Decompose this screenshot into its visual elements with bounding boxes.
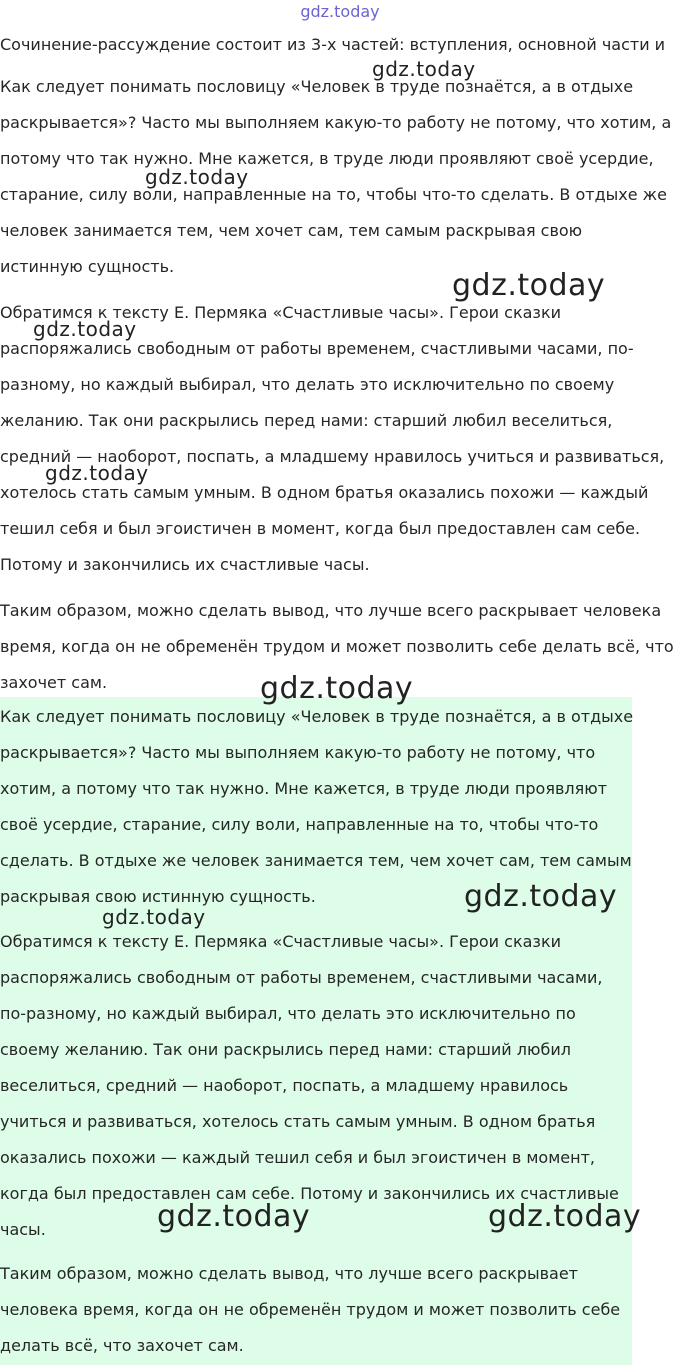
watermark: gdz.today (45, 461, 149, 485)
essay-paragraph-1: Как следует понимать пословицу «Человек в труде познаётся, а в отдыхе раскрывается»? Часто мы выполняем какую-то работу не потому, что хотим, а потому что так нужно. Мне кажется, в труде люди проявляют своё усердие, старание, силу воли, направленные на то, чтобы что-то сделать. В отдыхе же человек занимается тем, чем хочет сам, тем самым раскрывая свою истинную сущность. (0, 77, 672, 276)
watermark: gdz.today (102, 905, 206, 929)
answer-paragraph-2: Обратимся к тексту Е. Пермяка «Счастливые часы». Герои сказки распоряжались свободным от работы временем, счастливыми часами, по-разному, но каждый выбирал, что делать это исключительно по своему желанию. Так они раскрылись перед нами: старший любил веселиться, средний — наоборот, поспать, а младшему нравилось учиться и развиваться, хотелось стать самым умным. В одном братья оказались похожи — каждый тешил себя и был эгоистичен в момент, когда был предоставлен сам себе. Потому и закончились их счастливые часы. (0, 932, 619, 1239)
watermark: gdz.today (488, 1199, 642, 1234)
watermark: gdz.today (452, 268, 606, 303)
watermark: gdz.today (464, 879, 618, 914)
answer-paragraph-1: Как следует понимать пословицу «Человек в труде познаётся, а в отдыхе раскрывается»? Часто мы выполняем какую-то работу не потому, что хотим, а потому что так нужно. Мне кажется, в труде люди проявляют своё усердие, старание, силу воли, направленные на то, чтобы что-то сделать. В отдыхе же человек занимается тем, чем хочет сам, тем самым раскрывая свою истинную сущность. (0, 707, 634, 906)
site-link[interactable]: gdz.today (300, 2, 380, 21)
essay-paragraph-3: Таким образом, можно сделать вывод, что лучше всего раскрывает человека время, когда он не обременён трудом и может позволить себе делать всё, что захочет сам. (0, 601, 674, 692)
essay-paragraph-2: Обратимся к тексту Е. Пермяка «Счастливые часы». Герои сказки распоряжались свободным от работы временем, счастливыми часами, по- разному, но каждый выбирал, что делать это исключительно по своему желанию. Так они раскрылись перед нами: старший любил веселиться, средний — наоборот, поспать, а младшему нравилось учиться и развиваться, хотелось стать самым умным. В одном братья оказались похожи — каждый тешил себя и был эгоистичен в момент, когда был предоставлен сам себе. Потому и закончились их счастливые часы. (0, 303, 665, 574)
watermark: gdz.today (372, 57, 476, 81)
answer-paragraph-3: Таким образом, можно сделать вывод, что лучше всего раскрывает человека время, когда он не обременён трудом и может позволить себе делать всё, что захочет сам. (0, 1264, 621, 1355)
intro-text: Сочинение-рассуждение состоит из 3-х частей: вступления, основной части и (0, 35, 666, 54)
watermark: gdz.today (33, 317, 137, 341)
watermark: gdz.today (157, 1199, 311, 1234)
watermark: gdz.today (145, 165, 249, 189)
watermark: gdz.today (260, 671, 414, 706)
